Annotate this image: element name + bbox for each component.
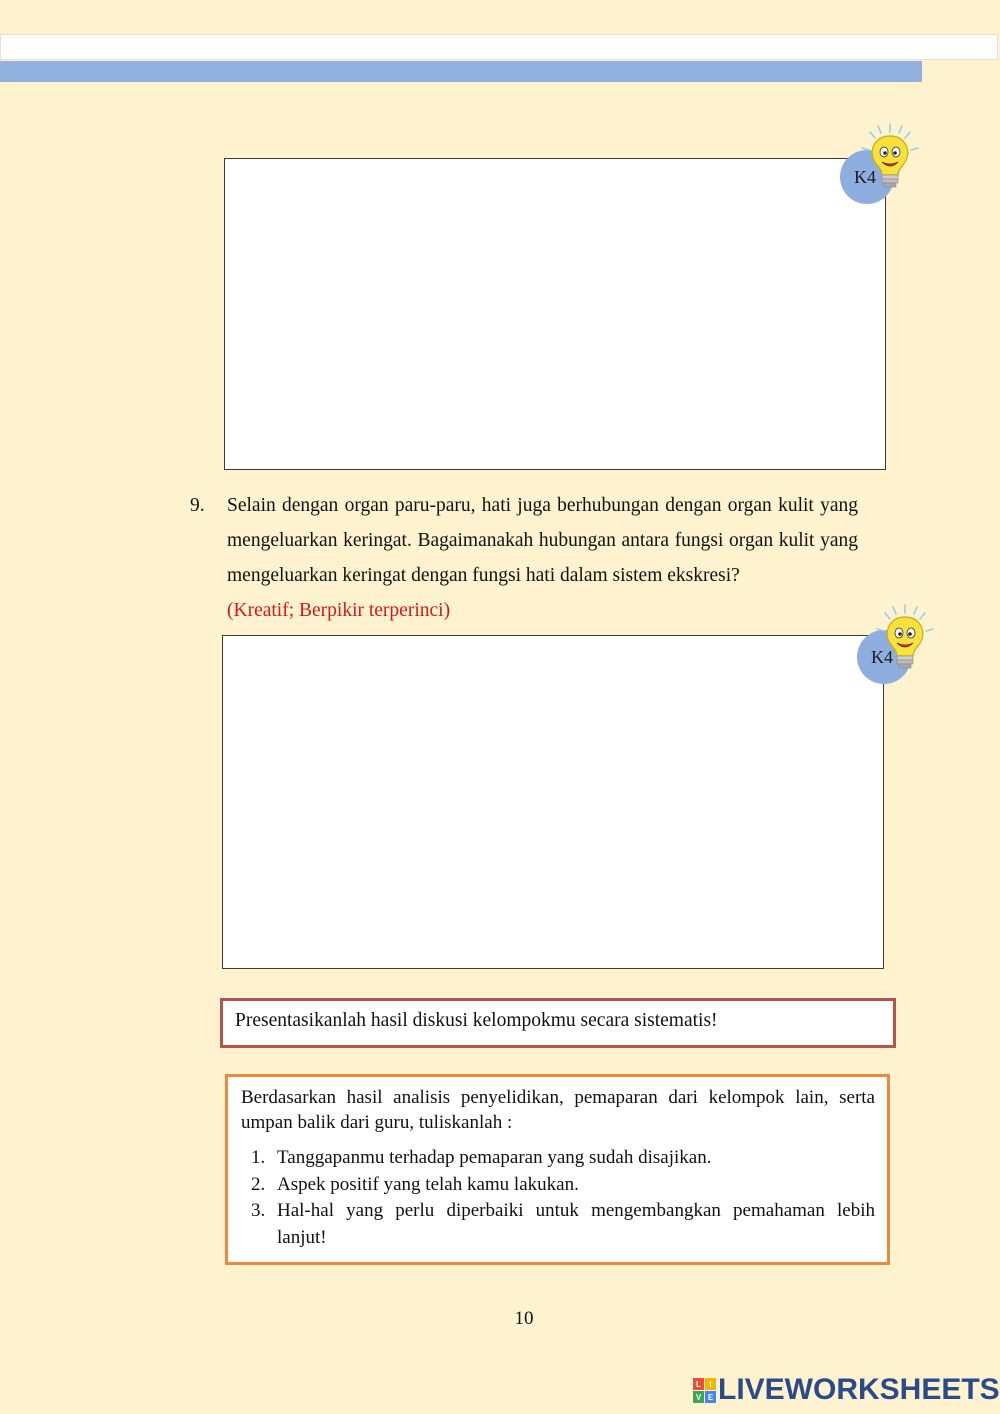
list-item-text: Tanggapanmu terhadap pemaparan yang sudah disajikan. [277,1147,712,1168]
liveworksheets-brand[interactable] [693,1372,1000,1408]
list-item-number: 2. [251,1173,266,1195]
list-item [241,1172,875,1199]
question-text: Selain dengan organ paru-paru, hati juga berhubungan dengan organ kulit yang mengeluarkan keringat. Bagaimanakah hubungan antara fungsi organ kulit yang mengeluarkan keringat dengan fungsi hati dalam sistem ekskresi? [227,495,858,586]
reflection-box [225,1074,890,1265]
header-blue-bar [0,61,922,82]
question-9 [190,488,858,628]
list-item [241,1145,875,1172]
k4-badge-label: K4 [854,166,876,187]
answer-box-9[interactable] [222,635,884,969]
answer-box-8[interactable] [224,158,886,470]
header-white-bar [0,34,998,60]
presentation-instruction-box [220,998,896,1048]
presentation-instruction: Presentasikanlah hasil diskusi kelompokmu secara sistematis! [235,1010,718,1031]
logo-tile: V [693,1391,704,1403]
reflection-intro: Berdasarkan hasil analisis penyelidikan, pemaparan dari kelompok lain, serta umpan balik dari guru, tuliskanlah : [241,1087,875,1133]
question-skill-tag: (Kreatif; Berpikir terperinci) [227,600,451,621]
list-item-number: 1. [251,1147,266,1168]
reflection-list [241,1145,875,1251]
question-text-block [227,488,858,628]
list-item-text: Hal-hal yang perlu diperbaiki untuk mengembangkan pemahaman lebih lanjut! [277,1200,875,1248]
list-item [241,1198,875,1251]
logo-tile: E [705,1391,716,1403]
list-item-number: 3. [251,1200,266,1221]
logo-tile: I [705,1378,716,1390]
brand-name: LIVEWORKSHEETS [718,1373,1000,1406]
page-number: 10 [514,1308,534,1329]
question-number: 9. [190,495,205,516]
lightbulb-mascot-icon [873,603,937,677]
list-item-text: Aspek positif yang telah kamu lakukan. [277,1173,579,1195]
lightbulb-mascot-icon [858,122,922,196]
logo-tile: L [693,1378,704,1390]
k4-badge-label: K4 [871,646,893,667]
liveworksheets-logo-icon [693,1378,715,1402]
